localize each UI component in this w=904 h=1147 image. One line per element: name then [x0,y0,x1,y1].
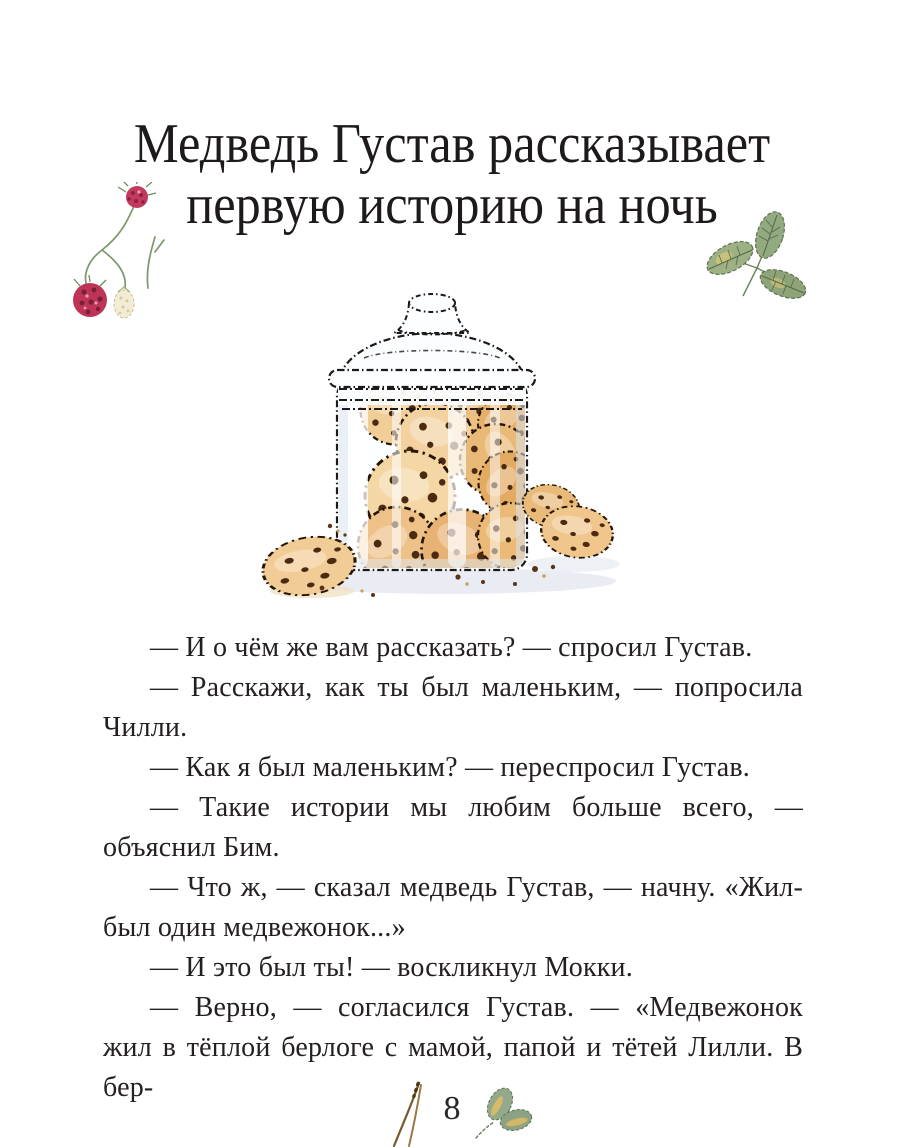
paragraph: — Верно, — согласился Густав. — «Медвежонок жил в тёплой берлоге с мамой, папой и тётей Лилли. В бер- [103,992,803,1103]
raspberry-big-berry [73,275,107,317]
paragraph: — И о чём же вам рассказать? — спросил Густав. [150,632,753,663]
paragraph: — Как я был маленьким? — переспросил Густав. [150,752,750,783]
raspberry-top-berry [118,182,156,208]
page-number: 8 [443,1090,461,1127]
leaf-down-right [756,264,809,304]
paragraph: — Расскажи, как ты был маленьким, — попросила Чилли. [103,672,803,743]
cookie-jar-illustration [252,276,652,610]
paragraph: — Что ж, — сказал медведь Густав, — начну. «Жил-был один медвежонок...» [103,872,803,943]
story-text [103,628,803,1108]
paragraph: — Такие истории мы любим больше всего, — объяснил Бим. [103,792,803,863]
leaf-left [702,235,758,281]
chapter-title-line-1: Медведь Густав рассказывает [133,113,771,175]
paragraph: — И это был ты! — воскликнул Мокки. [150,952,633,983]
raspberry-pale-berry [114,287,134,318]
seed-leaves-illustration [470,1084,534,1142]
leaf-up [750,208,790,262]
raspberry-illustration [58,182,193,327]
chapter-title-line-2: первую историю на ночь [186,174,718,236]
jar-lid [329,294,535,387]
bramble-leaves-illustration [700,208,818,310]
